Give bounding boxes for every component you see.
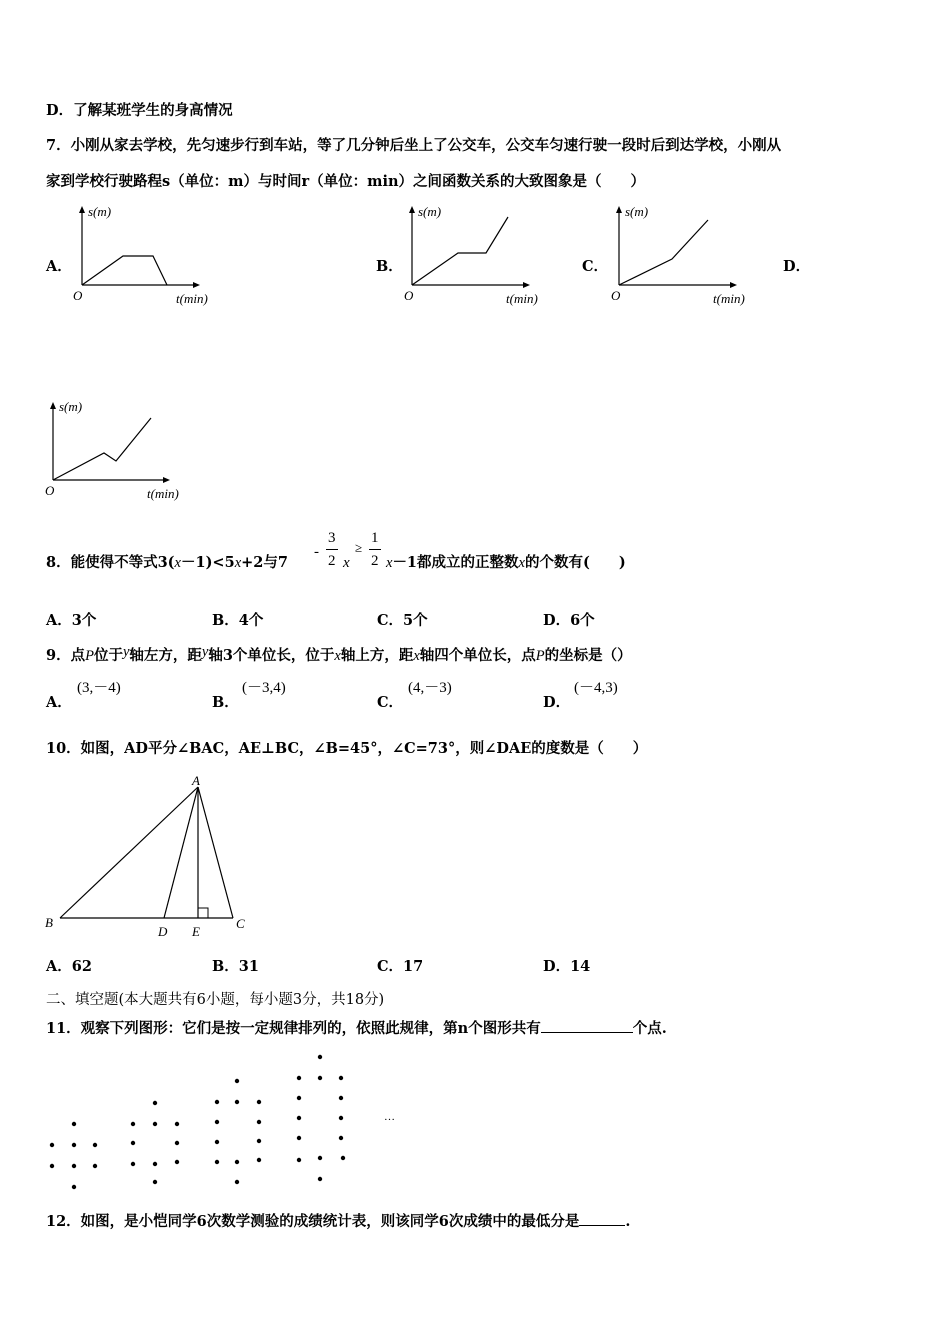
q9-value-c: (4,－3) (408, 680, 452, 696)
q9-value-d: (－4,3) (574, 680, 618, 696)
q8-text-tail: x－1都成立的正整数x的个数有( ) (386, 554, 626, 571)
q9-label-c: C． (377, 694, 404, 711)
q10-point-c: C (236, 916, 245, 931)
q9-value-a: (3,－4) (77, 680, 121, 696)
q8-geq: ≥ (355, 540, 363, 555)
q8-frac2-num: 1 (371, 530, 379, 546)
q7-label-b: B． (376, 258, 403, 275)
q7-label-a: A． (46, 258, 72, 275)
q10-option-d: D．14 (543, 958, 591, 975)
q10-point-d: D (158, 924, 168, 939)
q9-text: 9．点P位于y轴左方，距y轴3个单位长，位于x轴上方，距x轴四个单位长，点P的坐标是（） (46, 644, 632, 664)
q11-text: 11．观察下列图形：它们是按一定规律排列的，依照此规律，第n个图形共有 个点. (46, 1020, 667, 1037)
q10-point-a: A (192, 773, 200, 788)
q7-c-xlabel: t(min) (713, 291, 745, 306)
q7-d-xlabel: t(min) (147, 486, 179, 501)
q7-text-line1: 7．小刚从家去学校，先匀速步行到车站，等了几分钟后坐上了公交车，公交车匀速行驶一段时后到达学校，小刚从 (46, 137, 782, 154)
q7-c-origin: O (611, 288, 621, 303)
q7-d-ylabel: s(m) (59, 399, 83, 414)
q8-option-a: A．3个 (46, 612, 97, 629)
q7-label-c: C． (582, 258, 609, 275)
q12-text: 12．如图，是小恺同学6次数学测验的成绩统计表，则该同学6次成绩中的最低分是 . (46, 1213, 631, 1230)
q7-b-xlabel: t(min) (506, 291, 538, 306)
q10-point-e: E (192, 924, 200, 939)
q7-c-ylabel: s(m) (625, 204, 649, 219)
q9-label-a: A． (46, 694, 72, 711)
q10-option-c: C．17 (377, 958, 424, 975)
q12-answer-blank[interactable] (579, 1212, 625, 1226)
q6-option-d: D．了解某班学生的身高情况 (46, 102, 233, 119)
q8-frac1-den: 2 (328, 553, 336, 569)
q8-option-c: C．5个 (377, 612, 428, 629)
q7-text-line2: 家到学校行驶路程s（单位：m）与时间r（单位：min）之间函数关系的大致图象是（ ） (46, 173, 646, 190)
section2-title: 二、填空题(本大题共有6小题，每小题3分，共18分) (46, 992, 385, 1008)
q7-b-origin: O (404, 288, 414, 303)
q7-a-xlabel: t(min) (176, 291, 208, 306)
q11-ellipsis: … (384, 1111, 395, 1123)
q10-option-a: A．62 (46, 958, 92, 975)
q8-option-b: B．4个 (212, 612, 264, 629)
q7-label-d: D． (783, 258, 811, 275)
q8-option-d: D．6个 (543, 612, 595, 629)
q9-label-b: B． (212, 694, 239, 711)
q10-text: 10．如图，AD平分∠BAC，AE⊥BC，∠B=45°，∠C=73°，则∠DAE的度数是（ ） (46, 740, 648, 757)
q7-a-origin: O (73, 288, 83, 303)
q8-minus: - (314, 544, 319, 560)
q8-text: 8．能使得不等式3(x－1)<5x+2与7 (46, 554, 288, 571)
q8-frac1-num: 3 (328, 530, 336, 546)
q9-value-b: (－3,4) (242, 680, 286, 696)
q9-label-d: D． (543, 694, 571, 711)
q7-d-origin: O (45, 483, 55, 498)
q8-frac2-den: 2 (371, 553, 379, 569)
q7-b-ylabel: s(m) (418, 204, 442, 219)
q10-option-b: B．31 (212, 958, 259, 975)
q7-a-ylabel: s(m) (88, 204, 112, 219)
q10-point-b: B (45, 915, 53, 930)
q8-x2: x (343, 555, 350, 571)
